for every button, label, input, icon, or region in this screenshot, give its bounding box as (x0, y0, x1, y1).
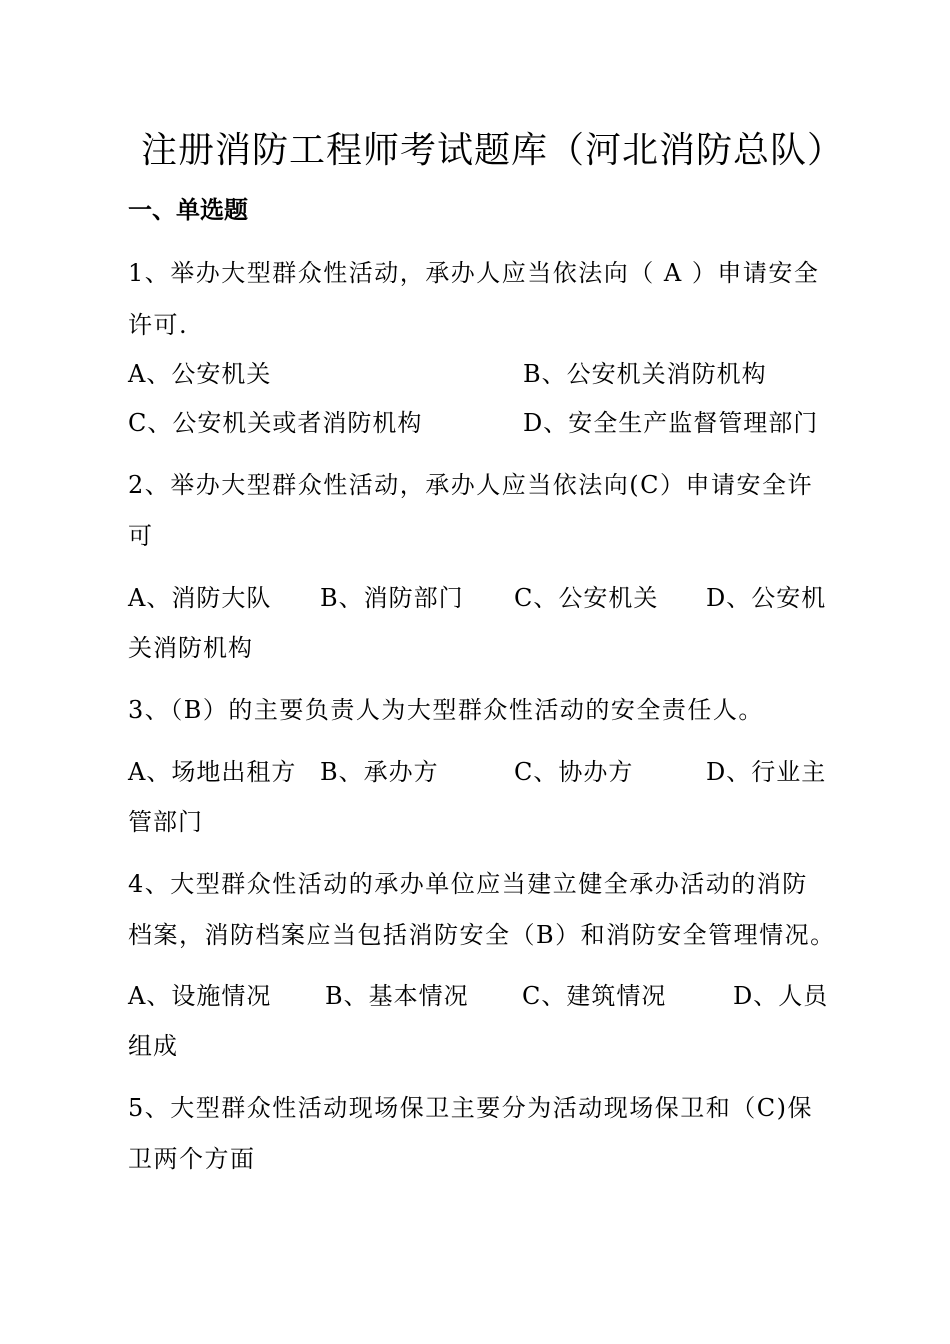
question-3-option-a: A、场地出租方 (128, 758, 297, 786)
question-4-option-d-continued: 组成 (128, 1032, 178, 1060)
question-4-stem-line-1: 4、大型群众性活动的承办单位应当建立健全承办活动的消防 (128, 870, 808, 898)
question-2-stem-line-2: 可 (128, 522, 154, 550)
question-3-option-b: B、承办方 (320, 758, 439, 786)
question-3-option-d: D、行业主 (706, 758, 827, 786)
question-1-stem-line-2: 许可. (128, 311, 189, 339)
question-2-stem-line-1: 2、举办大型群众性活动，承办人应当依法向(C）申请安全许 (128, 471, 813, 499)
question-4-option-a: A、设施情况 (128, 982, 272, 1010)
question-2-option-a: A、消防大队 (128, 584, 272, 612)
question-2-option-c: C、公安机关 (514, 584, 659, 612)
question-1-option-c: C、公安机关或者消防机构 (128, 409, 423, 437)
question-2-option-d-continued: 关消防机构 (128, 634, 253, 662)
question-4-stem-line-2: 档案，消防档案应当包括消防安全（B）和消防安全管理情况。 (128, 921, 836, 949)
question-3-option-c: C、协办方 (514, 758, 634, 786)
question-3-stem-line-1: 3、（B）的主要负责人为大型群众性活动的安全责任人。 (128, 696, 764, 724)
question-4-option-d: D、人员 (733, 982, 829, 1010)
question-2-option-d: D、公安机 (706, 584, 827, 612)
question-1-option-d: D、安全生产监督管理部门 (523, 409, 819, 437)
question-4-option-c: C、建筑情况 (522, 982, 667, 1010)
question-1-stem-line-1: 1、举办大型群众性活动，承办人应当依法向（ A ）申请安全 (128, 259, 820, 287)
question-3-option-d-continued: 管部门 (128, 808, 203, 836)
document-title: 注册消防工程师考试题库（河北消防总队） (141, 130, 845, 171)
question-1-option-b: B、公安机关消防机构 (523, 360, 767, 388)
question-2-option-b: B、消防部门 (320, 584, 464, 612)
section-heading: 一、单选题 (128, 196, 248, 224)
question-4-option-b: B、基本情况 (325, 982, 469, 1010)
question-5-stem-line-2: 卫两个方面 (128, 1145, 256, 1173)
question-1-option-a: A、公安机关 (128, 360, 272, 388)
question-5-stem-line-1: 5、大型群众性活动现场保卫主要分为活动现场保卫和（C)保 (128, 1094, 813, 1122)
